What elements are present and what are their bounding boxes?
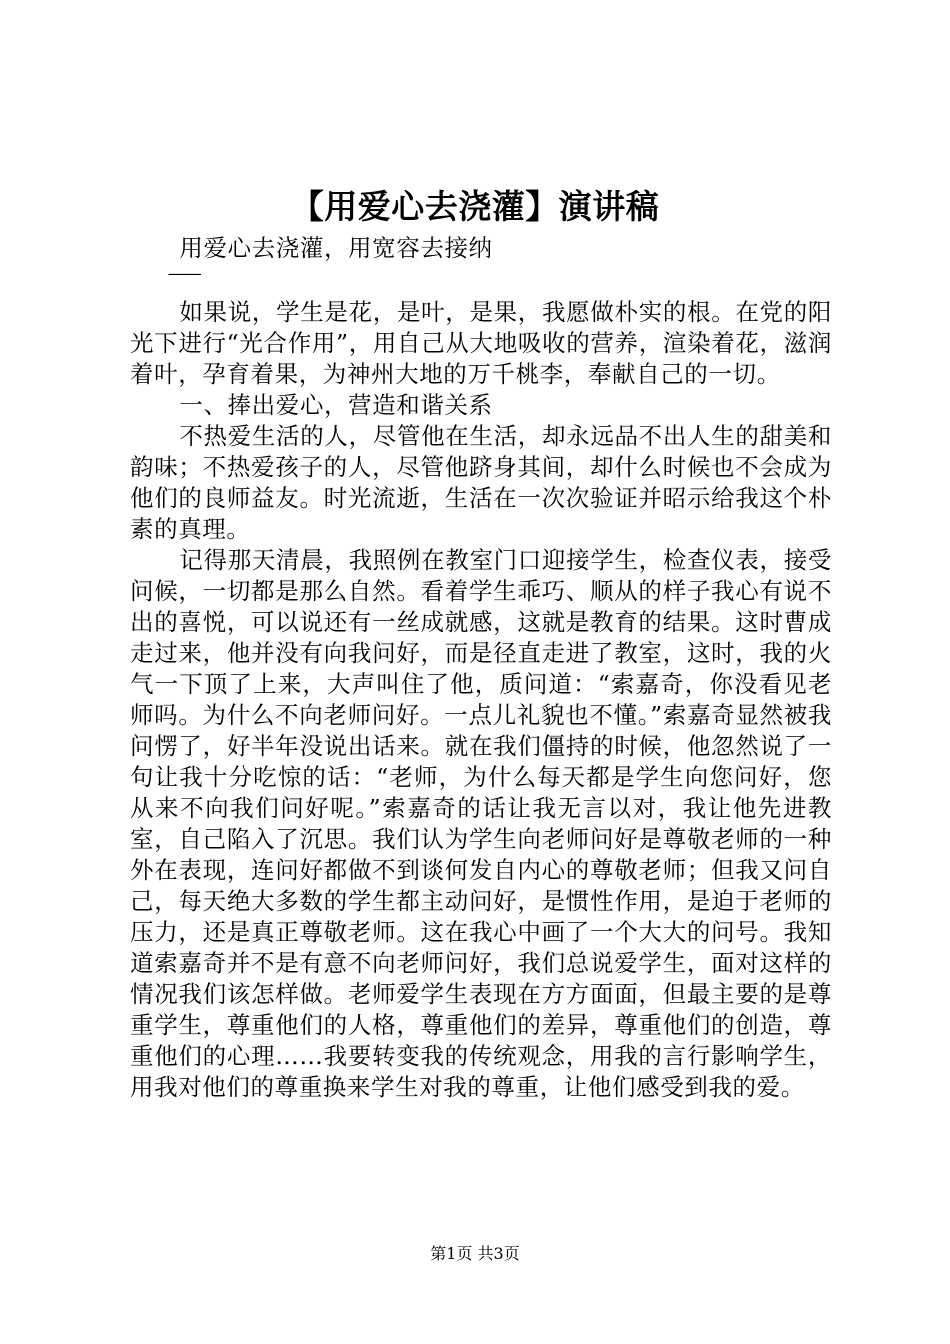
document-body [130, 233, 832, 1103]
subtitle-dash: —— [167, 263, 200, 284]
paragraph-intro: 如果说，学生是花，是叶，是果，我愿做朴实的根。在党的阳光下进行“光合作用”，用自己从大地吸收的营养，渲染着花，滋润着叶，孕育着果，为神州大地的万千桃李，奉献自己的一切。 [130, 298, 832, 388]
section-heading: 一、捧出爱心，营造和谐关系 [179, 391, 493, 419]
page-footer: 第1页 共3页 [430, 1244, 520, 1263]
document-title: 【用爱心去浇灌】演讲稿 [290, 187, 660, 226]
subtitle-line: 用爱心去浇灌，用宽容去接纳 [179, 234, 493, 262]
paragraph-story: 记得那天清晨，我照例在教室门口迎接学生，检查仪表，接受问候，一切都是那么自然。看着学生乖巧、顺从的样子我心有说不出的喜悦，可以说还有一丝成就感，这就是教育的结果。这时曹成走过来，他并没有向我问好，而是径直走进了教室，这时，我的火气一下顶了上来，大声叫住了他，质问道：“索嘉奇，你没看见老师吗。为什么不向老师问好。一点儿礼貌也不懂。”索嘉奇显然被我问愣了，好半年没说出话来。就在我们僵持的时候，他忽然说了一句让我十分吃惊的话：“老师，为什么每天都是学生向您问好，您从来不向我们问好呢。”索嘉奇的话让我无言以对，我让他先进教室，自己陷入了沉思。我们认为学生向老师问好是尊敬老师的一种外在表现，连问好都做不到谈何发自内心的尊敬老师；但我又问自己，每天绝大多数的学生都主动问好，是惯性作用，是迫于老师的压力，还是真正尊敬老师。这在我心中画了一个大大的问号。我知道索嘉奇并不是有意不向老师问好，我们总说爱学生，面对这样的情况我们该怎样做。老师爱学生表现在方方面面，但最主要的是尊重学生，尊重他们的人格，尊重他们的差异，尊重他们的创造，尊重他们的心理……我要转变我的传统观念，用我的言行影响学生，用我对他们的尊重换来学生对我的尊重，让他们感受到我的爱。 [130, 546, 832, 1101]
paragraph-love-life: 不热爱生活的人，尽管他在生活，却永远品不出人生的甜美和韵味；不热爱孩子的人，尽管他跻身其间，却什么时候也不会成为他们的良师益友。时光流逝，生活在一次次验证并昭示给我这个朴素的真理。 [130, 422, 832, 543]
